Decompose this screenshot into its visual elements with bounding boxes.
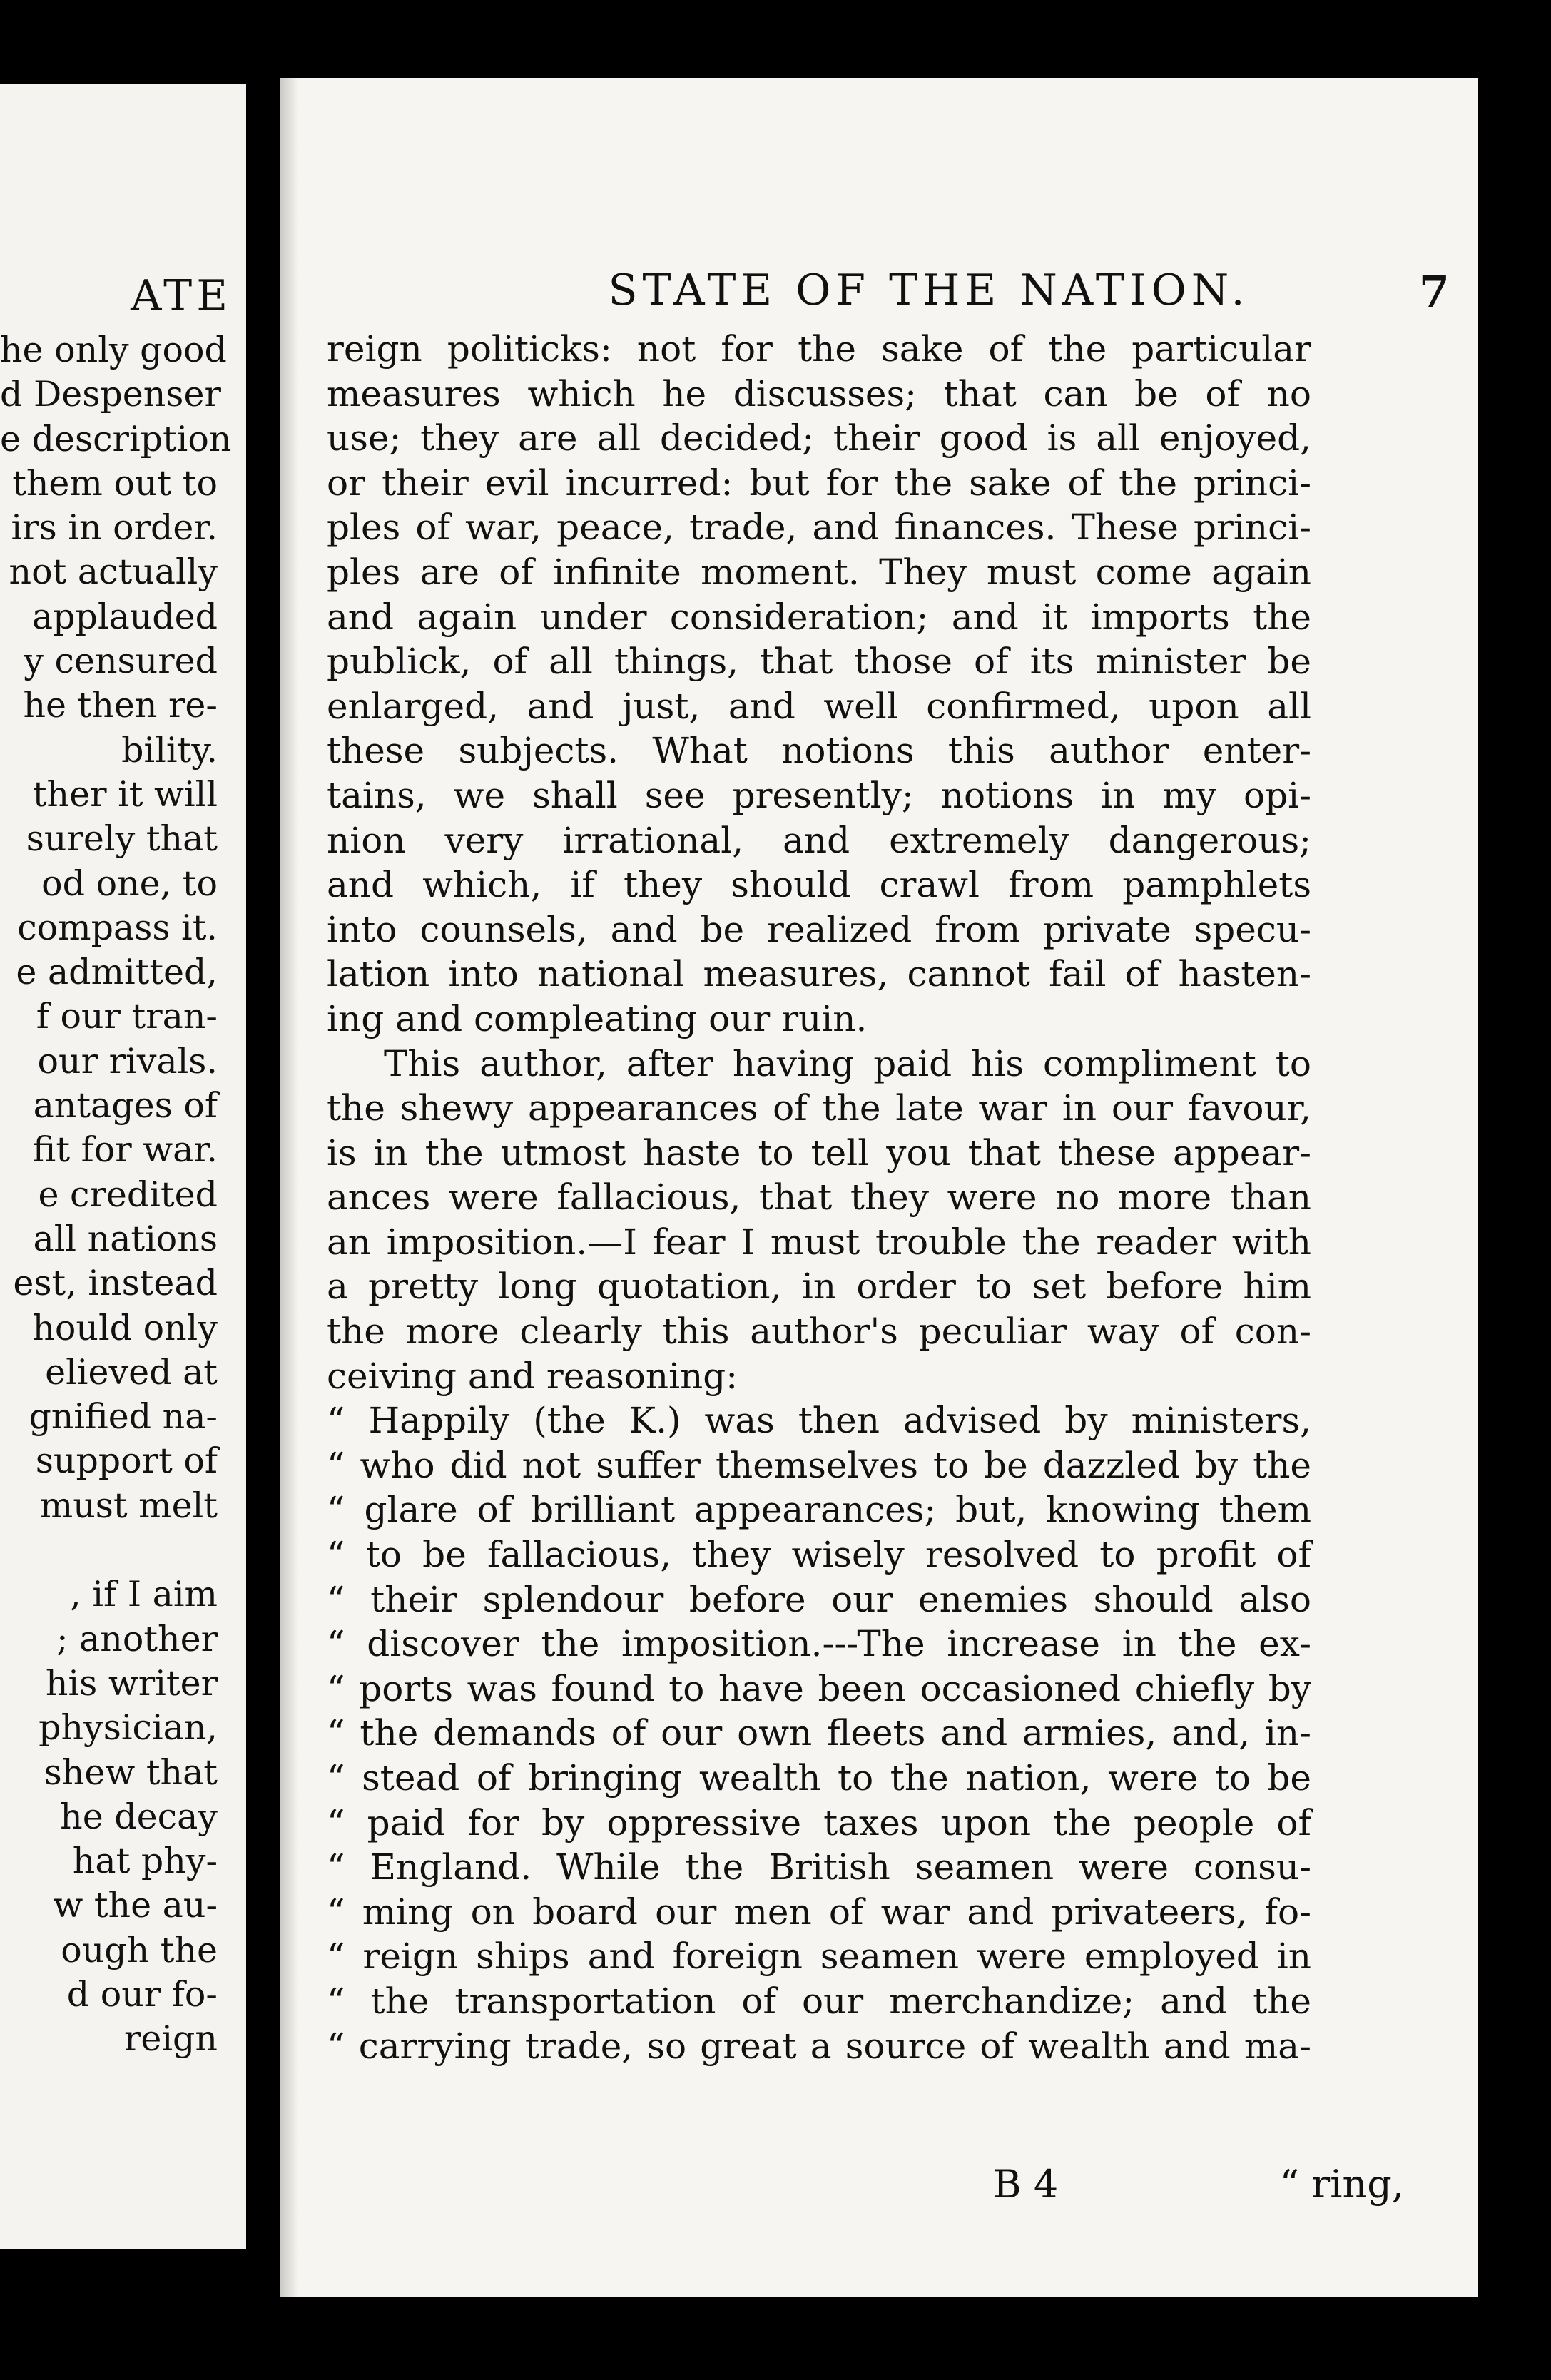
text-line: ing and compleating our ruin. bbox=[327, 997, 868, 1039]
text-line: ances were fallacious, that they were no more than bbox=[327, 1176, 1311, 1219]
facing-page-line: gnified na- bbox=[29, 1396, 218, 1438]
facing-page-line: irs in order. bbox=[11, 507, 218, 549]
text-line: an imposition.—I fear I must trouble the reader with bbox=[327, 1221, 1311, 1263]
text-line: enlarged, and just, and well confirmed, upon all bbox=[327, 685, 1311, 727]
text-line: is in the utmost haste to tell you that these appear- bbox=[327, 1131, 1311, 1174]
facing-page-line: e admitted, bbox=[16, 952, 218, 993]
text-line: nion very irrational, and extremely dangerous; bbox=[327, 819, 1311, 861]
facing-page-line: reign bbox=[123, 2018, 218, 2060]
text-line: “ ports was found to have been occasioned chiefly by bbox=[327, 1667, 1311, 1709]
text-line: “ glare of brilliant appearances; but, knowing them bbox=[327, 1489, 1311, 1531]
text-line: “ the transportation of our merchandize; and the bbox=[327, 1980, 1311, 2022]
text-line: “ who did not suffer themselves to be dazzled by the bbox=[327, 1444, 1311, 1486]
facing-page-line: elieved at bbox=[45, 1351, 218, 1393]
text-line: “ discover the imposition.---The increase in the ex- bbox=[327, 1623, 1311, 1665]
page-footer bbox=[280, 2162, 1478, 2219]
signature-mark: B 4 bbox=[993, 2162, 1059, 2207]
facing-page-line: all nations bbox=[33, 1218, 218, 1259]
facing-page-line: d Despenser bbox=[0, 374, 221, 415]
text-line: “ ming on board our men of war and privateers, fo- bbox=[327, 1891, 1311, 1933]
text-line: lation into national measures, cannot fail of hasten- bbox=[327, 953, 1311, 995]
facing-page-line bbox=[0, 1528, 218, 1572]
text-line: ples are of infinite moment. They must come again bbox=[327, 551, 1311, 593]
text-line: into counsels, and be realized from private specu- bbox=[327, 908, 1311, 950]
text-line: the more clearly this author's peculiar way of con- bbox=[327, 1311, 1311, 1353]
facing-page-line: compass it. bbox=[17, 907, 218, 948]
facing-page-line: est, instead bbox=[13, 1263, 218, 1304]
facing-page-line: d our fo- bbox=[66, 1973, 218, 2015]
text-line: use; they are all decided; their good is all enjoyed, bbox=[327, 417, 1311, 459]
text-line: “ to be fallacious, they wisely resolved to profit of bbox=[327, 1534, 1311, 1576]
text-line: the shewy appearances of the late war in our favour, bbox=[327, 1087, 1311, 1129]
facing-page-line: surely that bbox=[26, 818, 218, 860]
facing-page-line: ; another bbox=[56, 1618, 218, 1659]
text-line: and again under consideration; and it imports the bbox=[327, 596, 1311, 638]
facing-page-line: must melt bbox=[39, 1485, 218, 1526]
running-head bbox=[330, 265, 1450, 322]
facing-page-line: , if I aim bbox=[70, 1574, 218, 1615]
text-line: tains, we shall see presently; notions in my opi- bbox=[327, 774, 1311, 816]
catchword: “ ring, bbox=[1279, 2162, 1404, 2207]
text-line: measures which he discusses; that can be of no bbox=[327, 372, 1311, 415]
facing-page-line: applauded bbox=[31, 596, 218, 637]
facing-page-line: support of bbox=[35, 1440, 218, 1482]
facing-page-line: them out to bbox=[12, 462, 218, 504]
text-line: This author, after having paid his compliment to bbox=[384, 1042, 1311, 1084]
facing-page-line: e credited bbox=[38, 1174, 218, 1215]
facing-page-line: f our tran- bbox=[36, 996, 218, 1037]
facing-page-line: hat phy- bbox=[72, 1841, 218, 1882]
facing-page-line: antages of bbox=[33, 1085, 218, 1127]
facing-page-running-head: ATE bbox=[131, 271, 232, 321]
text-line: publick, of all things, that those of its minister be bbox=[327, 641, 1311, 683]
text-line: a pretty long quotation, in order to set before him bbox=[327, 1266, 1311, 1308]
text-line: “ Happily (the K.) was then advised by ministers, bbox=[327, 1400, 1311, 1442]
facing-page-line: w the au- bbox=[53, 1885, 218, 1926]
text-line: and which, if they should crawl from pamphlets bbox=[327, 864, 1311, 906]
page-number: 7 bbox=[1418, 265, 1450, 317]
text-line: “ the demands of our own fleets and armies, and, in- bbox=[327, 1712, 1311, 1754]
book-page bbox=[280, 78, 1478, 2297]
text-line: “ paid for by oppressive taxes upon the people of bbox=[327, 1801, 1311, 1844]
facing-page-line: bility. bbox=[121, 729, 218, 771]
text-line: ples of war, peace, trade, and finances. These princi- bbox=[327, 507, 1311, 549]
facing-page-line: ther it will bbox=[32, 773, 218, 815]
facing-page-line: od one, to bbox=[41, 863, 218, 904]
text-line: reign politicks: not for the sake of the particular bbox=[327, 328, 1311, 370]
facing-page-line: our rivals. bbox=[37, 1040, 218, 1082]
facing-page-line: he then re- bbox=[23, 685, 218, 726]
facing-page-line: e description bbox=[0, 418, 232, 459]
text-line: “ reign ships and foreign seamen were employed in bbox=[327, 1936, 1311, 1978]
text-line: “ their splendour before our enemies should also bbox=[327, 1578, 1311, 1620]
text-line: “ England. While the British seamen were consu- bbox=[327, 1846, 1311, 1888]
facing-page-line: fit for war. bbox=[32, 1129, 218, 1171]
text-line: ceiving and reasoning: bbox=[327, 1355, 738, 1397]
facing-page-fragment bbox=[0, 84, 246, 2249]
facing-page-line: not actually bbox=[9, 551, 218, 593]
facing-page-line: his writer bbox=[45, 1662, 218, 1704]
text-line: “ stead of bringing wealth to the nation, were to be bbox=[327, 1757, 1311, 1799]
facing-page-line: he only good bbox=[0, 330, 227, 370]
facing-page-line: physician, bbox=[39, 1707, 218, 1749]
facing-page-line: he decay bbox=[60, 1796, 218, 1837]
facing-page-line: shew that bbox=[44, 1751, 218, 1793]
text-line: “ carrying trade, so great a source of wealth and ma- bbox=[327, 2025, 1311, 2067]
body-text bbox=[327, 327, 1311, 2068]
facing-page-line: ough the bbox=[61, 1929, 218, 1970]
running-title: STATE OF THE NATION. bbox=[608, 265, 1250, 315]
text-line: or their evil incurred: but for the sake of the princi- bbox=[327, 462, 1311, 504]
text-line: these subjects. What notions this author enter- bbox=[327, 730, 1311, 772]
facing-page-text bbox=[0, 328, 232, 2062]
facing-page-line: y censured bbox=[24, 641, 218, 682]
facing-page-line: hould only bbox=[32, 1307, 218, 1348]
